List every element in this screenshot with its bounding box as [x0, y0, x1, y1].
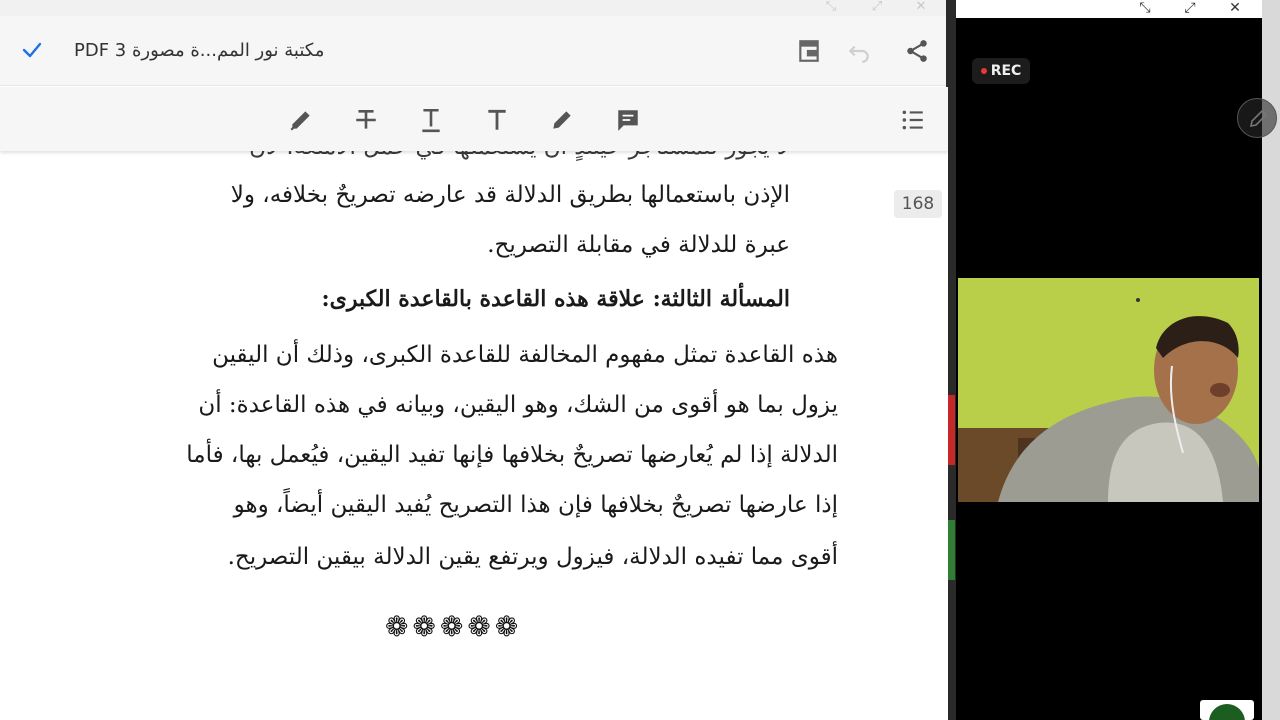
maximize-video-icon[interactable]: ⤢ — [1184, 0, 1196, 16]
text-line: يزول بما هو أقوى من الشك، وهو اليقين، وبيانه في هذه القاعدة: أن — [198, 392, 838, 418]
background-window-sliver — [947, 395, 955, 465]
text-line: الإذن باستعمالها بطريق الدلالة قد عارضه تصريحٌ بخلافه، ولا — [230, 182, 790, 208]
channel-logo — [1200, 700, 1254, 720]
minimize-video-icon[interactable]: ⤡ — [1139, 0, 1151, 16]
page-number-indicator: 168 — [894, 190, 942, 218]
pen-icon — [1238, 99, 1278, 139]
logo-emblem-icon — [1200, 700, 1254, 720]
close-window-icon[interactable]: ✕ — [915, 0, 927, 14]
minimize-window-icon[interactable]: ⤡ — [825, 0, 837, 14]
recording-badge — [972, 58, 1030, 84]
undo-icon[interactable] — [846, 38, 872, 64]
annotation-toolbar — [0, 87, 948, 151]
strikethrough-icon[interactable] — [353, 107, 379, 133]
pencil-icon[interactable] — [549, 107, 575, 133]
video-call-panel — [956, 0, 1262, 720]
underline-text-icon[interactable] — [418, 107, 444, 133]
video-window-controls — [956, 0, 1262, 18]
window-controls-bar — [0, 0, 948, 16]
section-heading: المسألة الثالثة: علاقة هذه القاعدة بالقاعدة الكبرى: — [321, 286, 790, 312]
document-titlebar — [0, 16, 948, 86]
ornament-icon: ❁ — [439, 610, 464, 643]
close-video-icon[interactable]: ✕ — [1229, 0, 1241, 16]
comment-icon[interactable] — [615, 107, 641, 133]
ornament-icon: ❁ — [412, 610, 436, 643]
pdf-page — [0, 120, 948, 720]
document-title: PDF مكتبة نور المم...ة مصورة 3 — [74, 40, 325, 61]
background-window-sliver — [947, 520, 955, 580]
text-line: الدلالة إذا لم يُعارضها تصريحٌ بخلافها فإنها تفيد اليقين، فيُعمل بها، فأما — [186, 442, 838, 468]
section-end-ornaments — [385, 610, 555, 644]
recording-dot-icon — [981, 68, 987, 74]
text-line: عبرة للدلالة في مقابلة التصريح. — [487, 232, 790, 258]
ornament-icon: ❁ — [494, 610, 519, 643]
maximize-window-icon[interactable]: ⤢ — [871, 0, 883, 14]
participant-video-image — [958, 278, 1259, 502]
text-icon[interactable] — [484, 107, 510, 133]
ornament-icon: ❁ — [467, 610, 491, 643]
text-line: إذا عارضها تصريحٌ بخلافها فإن هذا التصريح يُفيد اليقين أيضاً، وهو — [233, 492, 838, 518]
floating-edit-button[interactable] — [1237, 98, 1277, 138]
participant-video-feed[interactable] — [958, 278, 1259, 502]
page-layout-icon[interactable] — [796, 38, 822, 64]
rec-label: REC — [990, 63, 1022, 79]
share-icon[interactable] — [904, 38, 930, 64]
text-line: أقوى مما تفيده الدلالة، فيزول ويرتفع يقين الدلالة بيقين التصريح. — [227, 544, 838, 570]
outline-list-icon[interactable] — [900, 107, 926, 133]
highlighter-icon[interactable] — [288, 107, 314, 133]
ornament-icon: ❁ — [385, 610, 409, 643]
text-line: هذه القاعدة تمثل مفهوم المخالفة للقاعدة الكبرى، وذلك أن اليقين — [212, 342, 838, 368]
check-done-icon[interactable] — [20, 38, 44, 62]
